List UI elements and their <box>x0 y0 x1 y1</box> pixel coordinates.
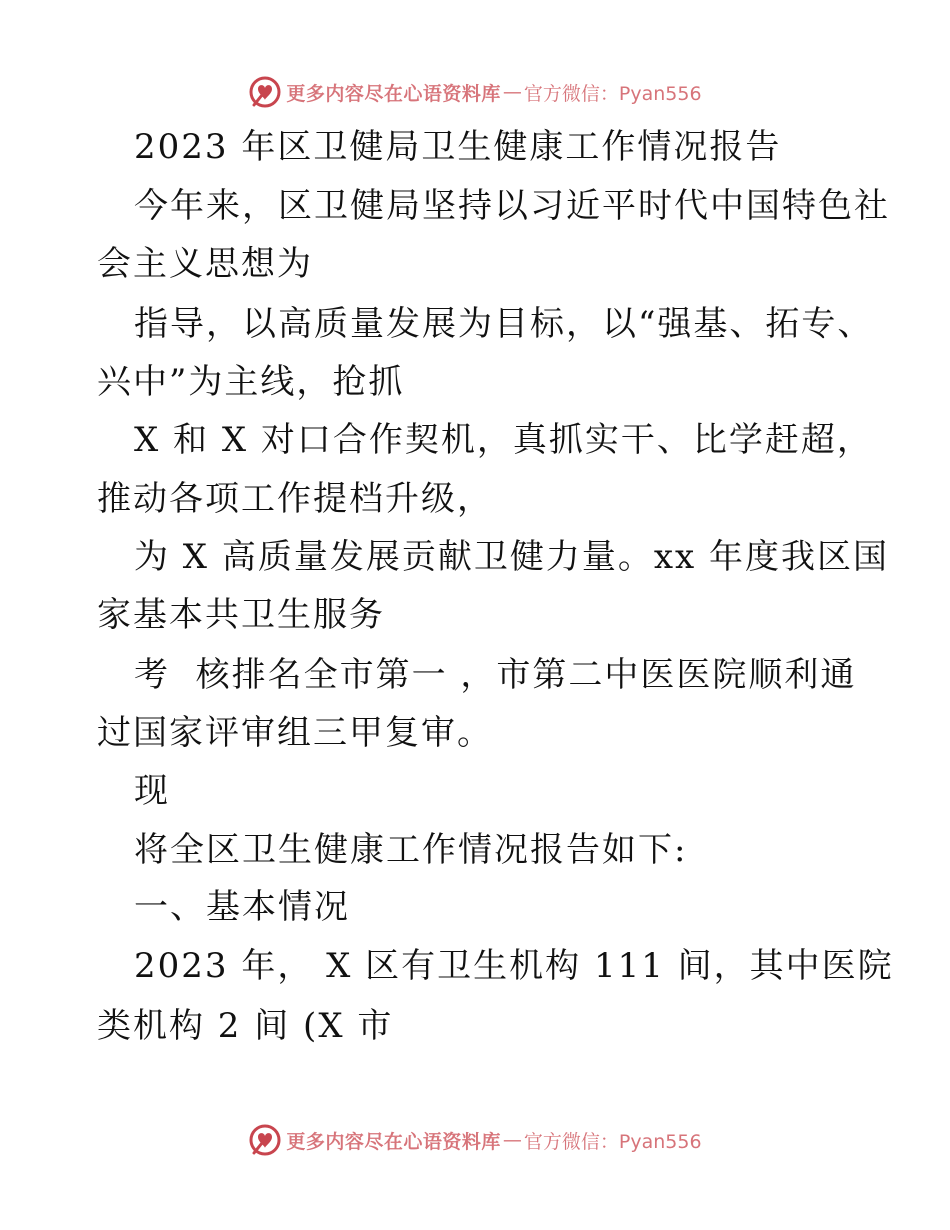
paragraph-line: 指导，以高质量发展为目标，以“强基、拓专、 <box>134 304 874 344</box>
watermark-sub-text: 官方微信：Pyan556 <box>523 82 702 105</box>
paragraph-line: 兴中”为主线，抢抓 <box>97 362 405 402</box>
paragraph-line: 考 核排名全市第一 ，市第二中医医院顺利通 <box>134 655 857 695</box>
paragraph-line: 现 <box>134 771 170 811</box>
paragraph-line: X 和 X 对口合作契机，真抓实干、比学赶超， <box>134 420 873 460</box>
section-heading: 一、基本情况 <box>134 887 350 927</box>
paragraph-line: 今年来，区卫健局坚持以习近平时代中国特色社 <box>134 186 890 226</box>
document-title: 2023 年区卫健局卫生健康工作情况报告 <box>134 127 782 167</box>
paragraph-line: 类机构 2 间 (X 市 <box>97 1006 394 1046</box>
paragraph-line: 为 X 高质量发展贡献卫健力量。xx 年度我区国 <box>134 537 889 577</box>
watermark-header <box>0 72 950 112</box>
watermark-dash: — <box>502 81 522 103</box>
watermark-sub-text: 官方微信：Pyan556 <box>523 1130 702 1153</box>
paragraph-line: 家基本共卫生服务 <box>97 595 385 635</box>
heart-pen-logo-icon <box>248 75 282 109</box>
watermark-main-text: 更多内容尽在心语资料库 <box>286 82 501 105</box>
paragraph-line: 推动各项工作提档升级， <box>97 479 493 519</box>
paragraph-line: 2023 年， X 区有卫生机构 111 间，其中医院 <box>134 946 894 986</box>
watermark-dash: — <box>502 1129 522 1151</box>
paragraph-line: 过国家评审组三甲复审。 <box>97 713 493 753</box>
paragraph-line: 会主义思想为 <box>97 244 313 284</box>
watermark-main-text: 更多内容尽在心语资料库 <box>286 1130 501 1153</box>
watermark-footer <box>0 1120 950 1160</box>
heart-pen-logo-icon <box>248 1123 282 1157</box>
paragraph-line: 将全区卫生健康工作情况报告如下: <box>134 830 688 870</box>
